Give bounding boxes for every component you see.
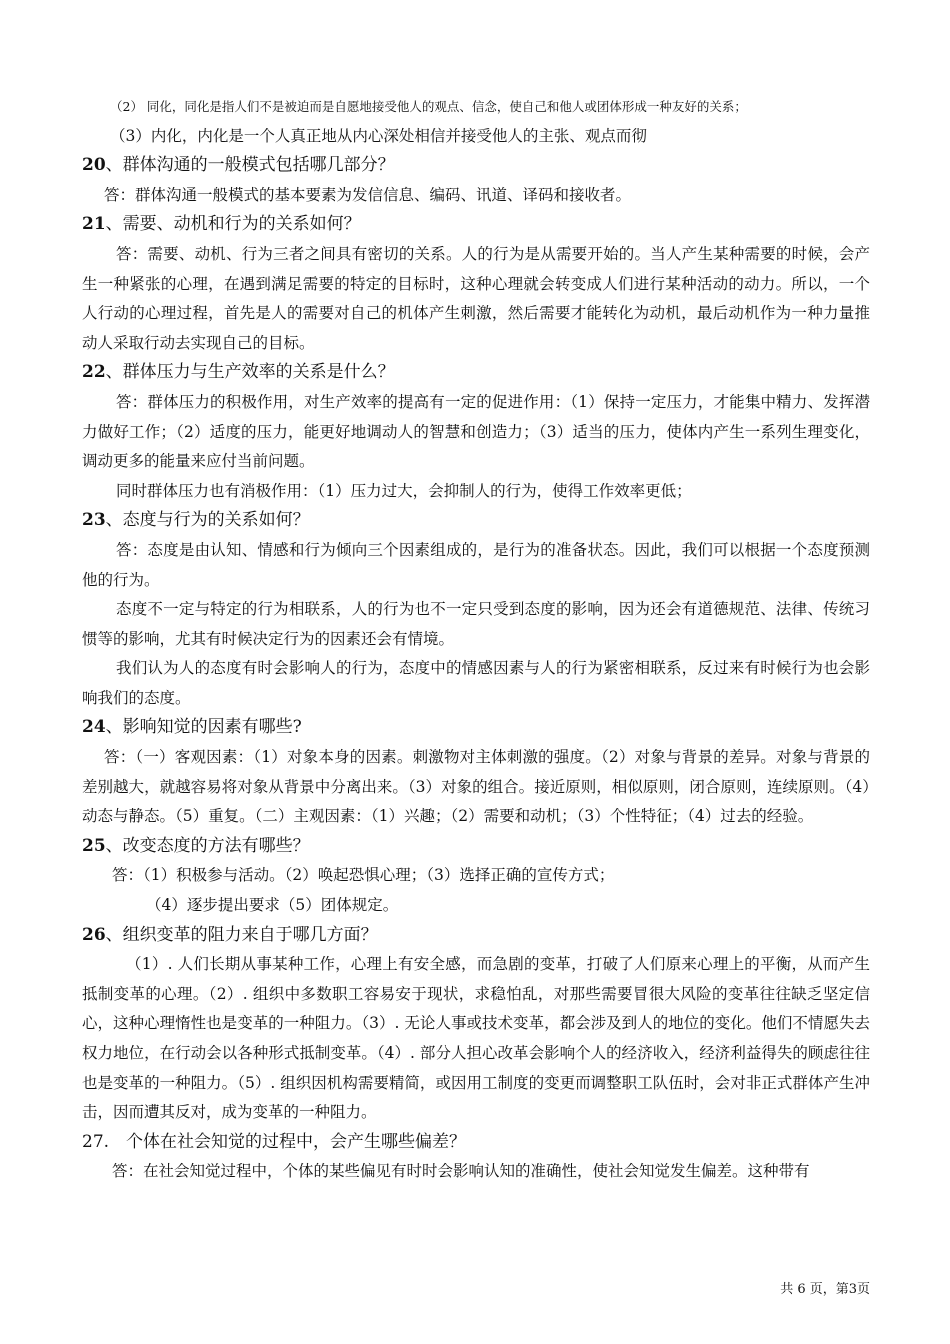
answer-26: （1）. 人们长期从事某种工作，心理上有安全感，而急剧的变革，打破了人们原来心理上的平衡，从而产生抵制变革的心理。（2）. 组织中多数职工容易安于现状，求稳怕乱，对那些需要冒很大风险的变革往往缺乏坚定信心，这种心理惰性也是变革的一种阻力。（3）. 无论人事或技术变革，都会涉及到人的地位的变化。他们不情愿失去权力地位，在行动会以各种形式抵制变革。（4）. 部分人担心改革会影响个人的经济收入，经济利益得失的顾虑往往也是变革的一种阻力。（5）. 组织因机构需要精简，或因用工制度的变更而调整职工队伍时，会对非正式群体产生冲击，因而遭其反对，成为变革的一种阻力。	[82, 955, 870, 1122]
answer-23-p2: 态度不一定与特定的行为相联系，人的行为也不一定只受到态度的影响，因为还会有道德规范、法律、传统习惯等的影响，尤其有时候决定行为的因素还会有情境。	[82, 600, 870, 648]
question-22: 22、群体压力与生产效率的关系是什么？	[82, 362, 395, 383]
answer-27: 答：在社会知觉过程中，个体的某些偏见有时时会影响认知的准确性，使社会知觉发生偏差。这种带有	[112, 1162, 810, 1181]
answer-24: 答：（一）客观因素：（1）对象本身的因素。刺激物对主体刺激的强度。（2）对象与背景的差异。对象与背景的差别越大，就越容易将对象从背景中分离出来。（3）对象的组合。接近原则，相似原则，闭合原则，连续原则。（4）动态与静态。（5）重复。（二）主观因素：（1）兴趣；（2）需要和动机；（3）个性特征；（4）过去的经验。	[82, 748, 870, 826]
question-20: 20、群体沟通的一般模式包括哪几部分？	[82, 155, 395, 176]
line-internalization: （3）内化，内化是一个人真正地从内心深处相信并接受他人的主张、观点而彻	[110, 126, 647, 145]
question-23: 23、态度与行为的关系如何？	[82, 510, 310, 531]
question-25: 25、改变态度的方法有哪些？	[82, 835, 310, 856]
answer-23-p3: 我们认为人的态度有时会影响人的行为，态度中的情感因素与人的行为紧密相联系，反过来有时候行为也会影响我们的态度。	[82, 659, 870, 707]
answer-21: 答：需要、动机、行为三者之间具有密切的关系。人的行为是从需要开始的。当人产生某种需要的时候，会产生一种紧张的心理，在遇到满足需要的特定的目标时，这种心理就会转变成人们进行某种活动的动力。所以，一个人行动的心理过程，首先是人的需要对自己的机体产生刺激，然后需要才能转化为动机，最后动机作为一种力量推动人采取行动去实现自己的目标。	[82, 244, 870, 352]
line-assimilation: （2） 同化，同化是指人们不是被迫而是自愿地接受他人的观点、信念，使自己和他人或团体形成一种友好的关系；	[110, 99, 747, 114]
question-21: 21、需要、动机和行为的关系如何？	[82, 214, 361, 235]
document-page	[82, 92, 870, 1187]
answer-20: 答：群体沟通一般模式的基本要素为发信信息、编码、讯道、译码和接收者。	[104, 185, 632, 204]
answer-25-p1: 答：（1）积极参与活动。（2）唤起恐惧心理；（3）选择正确的宣传方式；	[112, 866, 615, 885]
answer-25-p2: （4）逐步提出要求（5）团体规定。	[146, 896, 399, 915]
question-26: 26、组织变革的阻力来自于哪几方面？	[82, 924, 378, 945]
answer-23-p1: 答：态度是由认知、情感和行为倾向三个因素组成的，是行为的准备状态。因此，我们可以根据一个态度预测他的行为。	[82, 540, 870, 589]
answer-22-positive: 答：群体压力的积极作用，对生产效率的提高有一定的促进作用：（1）保持一定压力，才能集中精力、发挥潜力做好工作；（2）适度的压力，能更好地调动人的智慧和创造力；（3）适当的压力，使体内产生一系列生理变化，调动更多的能量来应付当前问题。	[82, 392, 870, 471]
question-24: 24、影响知觉的因素有哪些?	[82, 717, 302, 738]
page-footer: 共 6 页，第3页	[780, 1282, 870, 1297]
answer-22-negative: 同时群体压力也有消极作用：（1）压力过大，会抑制人的行为，使得工作效率更低；	[116, 481, 692, 500]
question-27: 27. 个体在社会知觉的过程中，会产生哪些偏差？	[82, 1131, 467, 1152]
